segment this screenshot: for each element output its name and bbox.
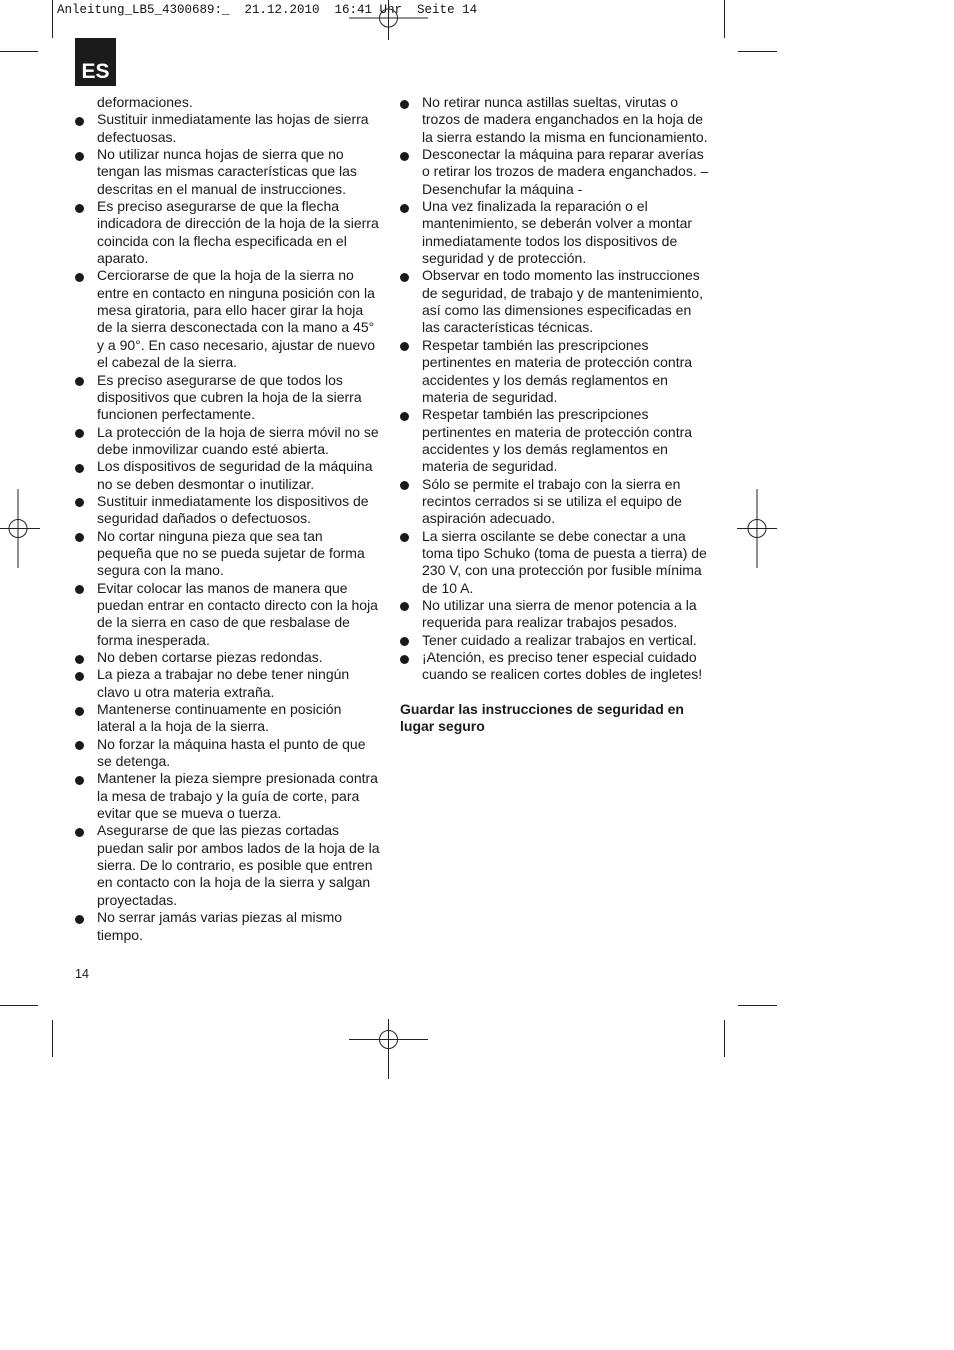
list-item — [400, 406, 710, 475]
list-item — [400, 94, 710, 146]
bullet-icon — [400, 342, 409, 351]
list-item-text: Es preciso asegurarse de que la flecha indicadora de dirección de la hoja de la sierra coincida con la flecha especificada en el aparato. — [97, 198, 379, 267]
bullet-icon — [400, 655, 409, 664]
list-item — [75, 909, 380, 944]
print-slug: Anleitung_LB5_4300689:_ 21.12.2010 16:41 Uhr Seite 14 — [57, 3, 478, 17]
list-item — [400, 337, 710, 406]
safety-list-left — [75, 111, 380, 944]
bullet-icon — [75, 776, 84, 785]
list-item — [75, 267, 380, 371]
list-item — [75, 580, 380, 649]
list-item — [75, 528, 380, 580]
registration-mark-right — [737, 489, 777, 568]
registration-mark-left — [0, 489, 40, 568]
list-item — [400, 198, 710, 267]
list-item — [75, 198, 380, 267]
bullet-icon — [75, 152, 84, 161]
list-item-text: Cerciorarse de que la hoja de la sierra no entre en contacto en ninguna posición con la mesa giratoria, para ello hacer girar la hoja de la sierra desconectada con la mano a 45° y a 90°. En caso necesario, ajustar de nuevo el cabezal de la sierra. — [97, 267, 375, 371]
closing-note: Guardar las instrucciones de seguridad en lugar seguro — [400, 700, 684, 735]
list-item — [75, 111, 380, 146]
continuation-text: deformaciones. — [97, 94, 193, 110]
list-item-text: No cortar ninguna pieza que sea tan pequeña que no se pueda sujetar de forma segura con la mano. — [97, 527, 365, 579]
list-item — [75, 701, 380, 736]
registration-mark-top — [349, 0, 428, 40]
list-item-text: Mantener la pieza siempre presionada contra la mesa de trabajo y la guía de corte, para evitar que se mueva o tuerza. — [97, 770, 378, 822]
bullet-icon — [75, 828, 84, 837]
list-item — [75, 666, 380, 701]
list-item-text: Asegurarse de que las piezas cortadas puedan salir por ambos lados de la hoja de la sierra. De lo contrario, es posible que entren en contacto con la hoja de la sierra y salgan proyectadas. — [97, 822, 380, 908]
list-item-text: Sustituir inmediatamente los dispositivos de seguridad dañados o defectuosos. — [97, 492, 369, 527]
list-item-text: Respetar también las prescripciones pertinentes en materia de protección contra accidentes y los demás reglamentos en materia de seguridad. — [422, 336, 693, 405]
bullet-icon — [75, 533, 84, 542]
bullet-icon — [400, 100, 409, 109]
bullet-icon — [75, 498, 84, 507]
bullet-icon — [400, 533, 409, 542]
list-item-text: Sustituir inmediatamente las hojas de sierra defectuosas. — [97, 111, 369, 145]
language-badge: ES — [75, 38, 116, 86]
bullet-icon — [400, 152, 409, 161]
list-item-text: Respetar también las prescripciones pertinentes en materia de protección contra accidentes y los demás reglamentos en materia de seguridad. — [422, 406, 693, 475]
safety-list-right — [400, 94, 710, 684]
list-item — [75, 822, 380, 909]
list-item-text: Tener cuidado a realizar trabajos en vertical. — [422, 631, 697, 648]
bullet-icon — [400, 204, 409, 213]
list-item-text: No serrar jamás varias piezas al mismo tiempo. — [97, 909, 343, 943]
list-item — [75, 458, 380, 493]
bullet-icon — [75, 672, 84, 681]
list-item-text: Sólo se permite el trabajo con la sierra en recintos cerrados si se utiliza el equipo de aspiración adecuado. — [422, 475, 682, 527]
list-item — [75, 146, 380, 198]
bullet-icon — [75, 741, 84, 750]
list-item-text: Observar en todo momento las instrucciones de seguridad, de trabajo y de mantenimiento, así como las dimensiones especificadas en las características técnicas. — [422, 267, 703, 336]
list-item-text: Desconectar la máquina para reparar averías o retirar los trozos de madera enganchados. – Desenchufar la máquina - — [422, 146, 709, 197]
list-item-text: Mantenerse continuamente en posición lateral a la hoja de la sierra. — [97, 701, 342, 735]
bullet-icon — [75, 117, 84, 126]
list-item — [400, 528, 710, 597]
list-item-text: No deben cortarse piezas redondas. — [97, 649, 323, 665]
list-item-text: Una vez finalizada la reparación o el mantenimiento, se deberán volver a montar inmediatamente todos los dispositivos de seguridad y de protección. — [422, 198, 693, 267]
bullet-icon — [75, 464, 84, 473]
list-item — [75, 649, 380, 666]
list-item — [400, 476, 710, 528]
bullet-icon — [75, 707, 84, 716]
bullet-icon — [75, 204, 84, 213]
bullet-icon — [400, 637, 409, 646]
bullet-icon — [75, 915, 84, 924]
list-item-text: Es preciso asegurarse de que todos los dispositivos que cubren la hoja de la sierra funcionen perfectamente. — [97, 371, 362, 423]
list-item — [75, 372, 380, 424]
list-item — [400, 597, 710, 632]
list-item — [75, 770, 380, 822]
list-item — [75, 736, 380, 771]
right-column — [400, 94, 710, 735]
bullet-icon — [75, 655, 84, 664]
bullet-icon — [75, 429, 84, 438]
bullet-icon — [400, 602, 409, 611]
list-item-text: No utilizar una sierra de menor potencia a la requerida para realizar trabajos pesados. — [422, 596, 697, 631]
list-item — [75, 424, 380, 459]
list-item — [400, 267, 710, 336]
list-item-text: No forzar la máquina hasta el punto de que se detenga. — [97, 735, 366, 770]
bullet-icon — [75, 377, 84, 386]
list-item-text: No utilizar nunca hojas de sierra que no tengan las mismas características que las descritas en el manual de instrucciones. — [97, 146, 357, 197]
list-item-text: La sierra oscilante se debe conectar a una toma tipo Schuko (toma de puesta a tierra) de 230 V, con una protección por fusible mínima de 10 A. — [422, 527, 707, 596]
list-item — [75, 493, 380, 528]
list-item-text: Los dispositivos de seguridad de la máquina no se deben desmontar o inutilizar. — [97, 458, 373, 492]
bullet-icon — [400, 273, 409, 282]
left-column — [75, 94, 380, 944]
bullet-icon — [400, 412, 409, 421]
bullet-icon — [400, 481, 409, 490]
list-item-text: La pieza a trabajar no debe tener ningún clavo u otra materia extraña. — [97, 666, 350, 700]
list-item-text: No retirar nunca astillas sueltas, virutas o trozos de madera enganchados en la hoja de la sierra estando la misma en funcionamiento. — [422, 94, 708, 145]
registration-mark-bottom — [349, 1000, 428, 1079]
list-item-text: ¡Atención, es preciso tener especial cuidado cuando se realicen cortes dobles de ingletes! — [422, 649, 703, 683]
list-item — [400, 649, 710, 684]
bullet-icon — [75, 273, 84, 282]
list-item — [400, 146, 710, 198]
list-item-text: Evitar colocar las manos de manera que puedan entrar en contacto directo con la hoja de la sierra en caso de que resbalase de forma inesperada. — [97, 579, 378, 648]
list-item-text: La protección de la hoja de sierra móvil no se debe inmovilizar cuando esté abierta. — [97, 423, 379, 457]
page-number: 14 — [75, 967, 89, 981]
bullet-icon — [75, 585, 84, 594]
list-item — [400, 632, 710, 649]
